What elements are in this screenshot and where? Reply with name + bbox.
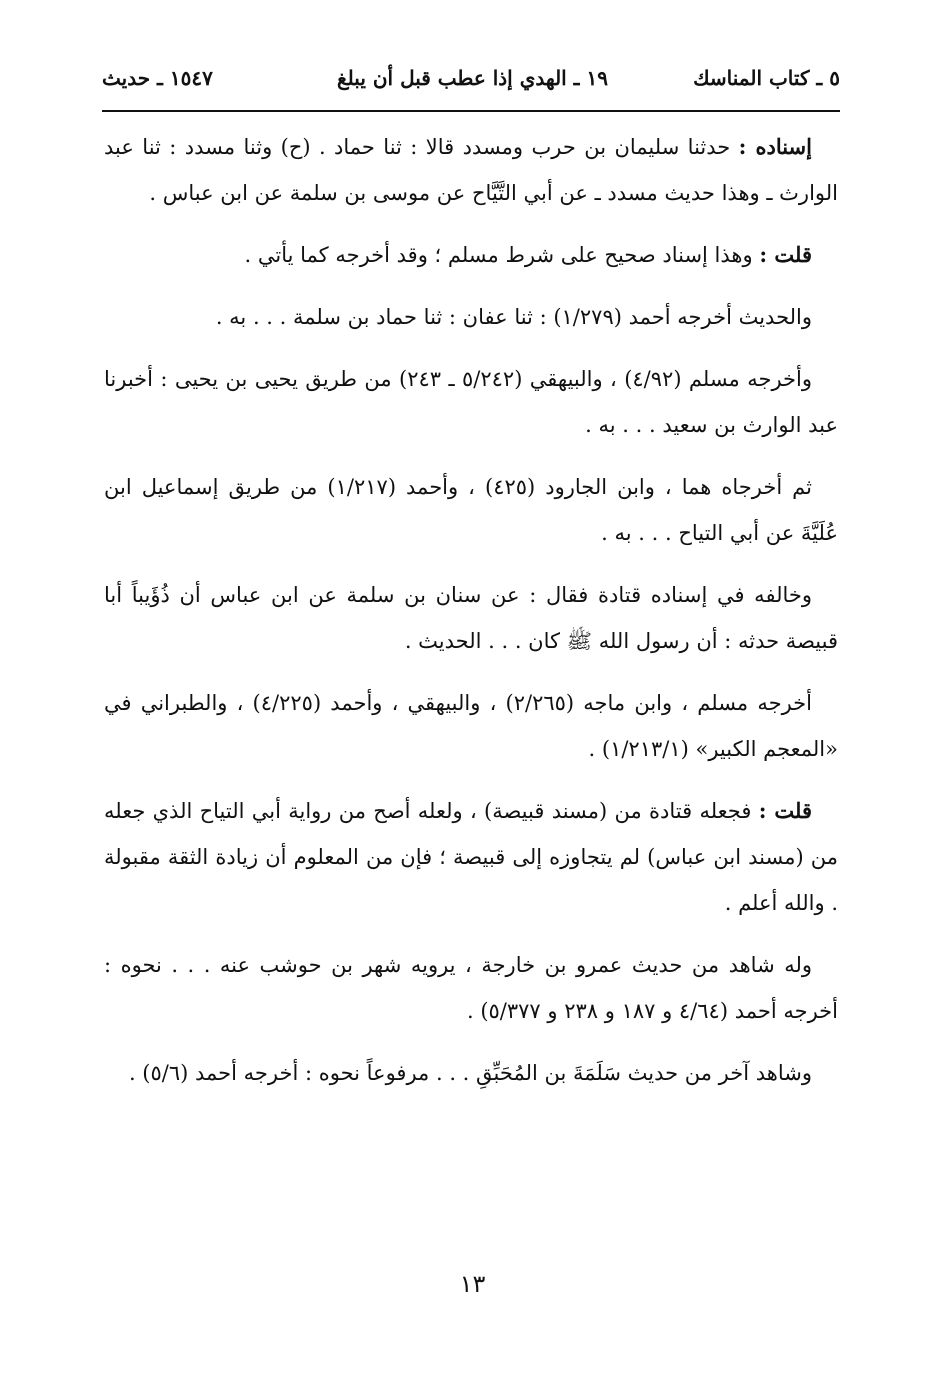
- paragraph-comment: [104, 788, 838, 926]
- header-chapter: ٥ ـ كتاب المناسك: [693, 66, 840, 90]
- paragraph-text: أخرجه مسلم ، وابن ماجه (٢/٢٦٥) ، والبيهقي ، وأحمد (٤/٢٢٥) ، والطبراني في «المعجم الكبير» (١/٢١٣/١) .: [104, 691, 838, 761]
- page-body: [104, 124, 838, 1112]
- paragraph-text: وأخرجه مسلم (٤/٩٢) ، والبيهقي (٥/٢٤٢ ـ ٢٤٣) من طريق يحيى بن يحيى : أخبرنا عبد الوارث بن سعيد . . . به .: [104, 367, 838, 437]
- paragraph-takhrij: [104, 680, 838, 772]
- paragraph-takhrij: [104, 356, 838, 448]
- paragraph-lead: قلت :: [759, 242, 812, 267]
- paragraph-takhrij: [104, 294, 838, 340]
- paragraph-lead: قلت :: [758, 798, 812, 823]
- paragraph-text: ثم أخرجاه هما ، وابن الجارود (٤٢٥) ، وأحمد (١/٢١٧) من طريق إسماعيل ابن عُلَيَّةَ عن أبي التياح . . . به .: [104, 475, 838, 545]
- header-hadith-number: ١٥٤٧ ـ حديث: [102, 66, 213, 90]
- paragraph-text: حدثنا سليمان بن حرب ومسدد قالا : ثنا حماد . (ح) وثنا مسدد : ثنا عبد الوارث ـ وهذا حديث مسدد ـ عن أبي التَّيَّاح عن موسى بن سلمة عن ابن عباس .: [104, 135, 838, 205]
- paragraph-text: فجعله قتادة من (مسند قبيصة) ، ولعله أصح من رواية أبي التياح الذي جعله من (مسند ابن عباس) لم يتجاوزه إلى قبيصة ؛ فإن من المعلوم أن زيادة الثقة مقبولة . والله أعلم .: [104, 799, 838, 915]
- paragraph-witness: [104, 1050, 838, 1096]
- page-number: ١٣: [459, 1270, 486, 1298]
- paragraph-text: والحديث أخرجه أحمد (١/٢٧٩) : ثنا عفان : ثنا حماد بن سلمة . . . به .: [215, 305, 812, 329]
- paragraph-text: وشاهد آخر من حديث سَلَمَةَ بن المُحَبِّقِ . . . مرفوعاً نحوه : أخرجه أحمد (٥/٦) .: [128, 1061, 812, 1085]
- header-section: ١٩ ـ الهدي إذا عطب قبل أن يبلغ: [337, 66, 608, 90]
- paragraph-witness: [104, 942, 838, 1034]
- paragraph-takhrij: [104, 464, 838, 556]
- paragraph-isnad: [104, 124, 838, 216]
- paragraph-text: وخالفه في إسناده قتادة فقال : عن سنان بن سلمة عن ابن عباس أن ذُؤَيباً أبا قبيصة حدثه : أن رسول الله ﷺ كان . . . الحديث .: [104, 583, 838, 653]
- paragraph-text: وهذا إسناد صحيح على شرط مسلم ؛ وقد أخرجه كما يأتي .: [244, 243, 760, 267]
- paragraph-lead: إسناده :: [738, 134, 812, 159]
- header-divider: [102, 110, 840, 112]
- running-header: [102, 66, 840, 102]
- paragraph-variant: [104, 572, 838, 664]
- paragraph-comment: [104, 232, 838, 278]
- paragraph-text: وله شاهد من حديث عمرو بن خارجة ، يرويه شهر بن حوشب عنه . . . نحوه : أخرجه أحمد (٤/٦٤ و ١٨٧ و ٢٣٨ و ٥/٣٧٧) .: [104, 953, 838, 1023]
